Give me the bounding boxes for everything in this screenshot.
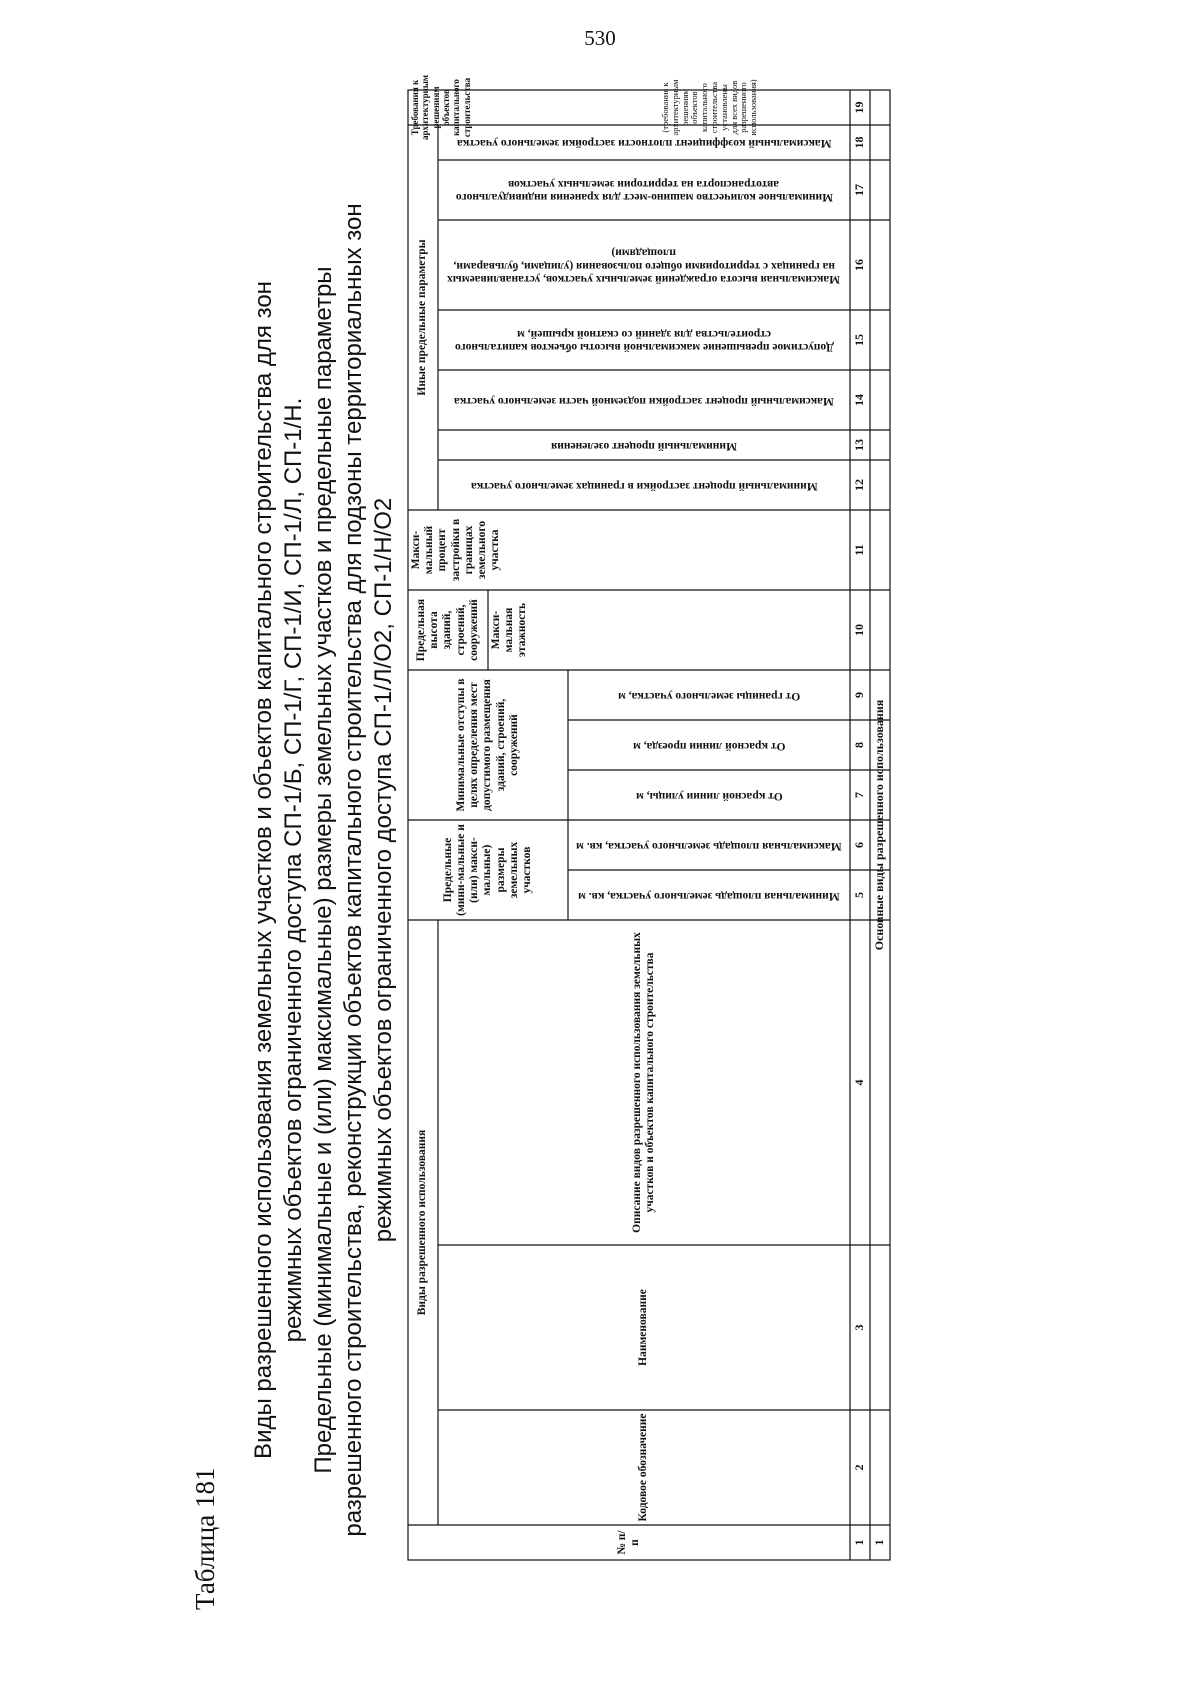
header-col-16: [438, 220, 850, 310]
header-col-5-text: Минимальная площадь земельного участка, кв. м: [578, 889, 840, 902]
header-col-12-text: Минимальный процент застройки в границах земельного участка: [470, 479, 818, 492]
colnum-12: 12: [852, 479, 867, 491]
colnum-15: 15: [852, 334, 867, 346]
section-row-num: 1: [872, 1539, 887, 1546]
colnum-18: 18: [852, 136, 867, 149]
colnum-2: 2: [852, 1464, 867, 1471]
colnum-14: 14: [852, 394, 867, 406]
header-col-10: Макси-мальная этажность: [490, 602, 529, 658]
header-col-14-text: Максимальный процент застройки подземной части земельного участка: [454, 394, 834, 407]
colnum-1: 1: [852, 1539, 867, 1546]
colnum-10: 10: [852, 624, 867, 636]
header-col-18: [438, 125, 850, 160]
header-col-7-text: От красной линии улицы, м: [635, 789, 783, 802]
colnum-6: 6: [852, 842, 867, 848]
header-col-9: [568, 670, 850, 720]
title-line-5: режимных объектов ограниченного доступа СП-1/Л/О2, СП-1/Н/О2: [370, 497, 397, 1243]
title-line-3: Предельные (минимальные и (или) максимальные) размеры земельных участков и предельные параметры: [310, 266, 337, 1474]
header-col-17-text: Минимальное количество машино-мест для хранения индивидуального автотранспорта на территории земельных участков: [455, 178, 833, 204]
header-col-8-text: От красной линии проезда, м: [632, 739, 786, 752]
header-col-13: [438, 430, 850, 460]
header-other-group: Иные предельные параметры: [416, 239, 429, 396]
header-col-19: Требования к архитектурным решениям объектов капитального строительства: [410, 75, 472, 140]
header-col-9-text: От границы земельного участка, м: [617, 689, 801, 702]
col-19-note: (требования к архитектурным решениям объектов капитального строительства установлены для всех видов разрешенного использования): [660, 79, 759, 136]
header-col-13-text: Минимальный процент озеленения: [551, 439, 737, 452]
header-col-12: [438, 460, 850, 510]
header-col-3: Наименование: [637, 1289, 650, 1366]
header-col-16-text: Максимальная высота ограждений земельных участков, устанавливаемых на границах с территориями общего пользования (улицами, бульварами, площадями): [447, 246, 841, 285]
header-vri-group: Виды разрешенного использования: [416, 1129, 429, 1316]
colnum-7: 7: [852, 792, 867, 798]
colnum-9: 9: [852, 692, 867, 698]
header-size-group: Предельные (мини-мальные и (или) макси-мальные) размеры земельных участков: [441, 824, 534, 916]
header-col-15-text: Допустимое превышение максимальной высоты объектов капитального строительства для зданий со скатной крышей, м: [454, 328, 834, 354]
colnum-11: 11: [852, 544, 867, 556]
colnum-8: 8: [852, 742, 867, 748]
header-col-6: [568, 820, 850, 870]
title-line-2: режимных объектов ограниченного доступа СП-1/Б, СП-1/Г, СП-1/И, СП-1/Л, СП-1/Н.: [280, 397, 307, 1343]
colnum-13: 13: [852, 439, 867, 451]
header-col-18-text: Максимальный коэффициент плотности застройки земельного участка: [456, 137, 832, 150]
colnum-19: 19: [852, 101, 867, 114]
header-height-group: Предельная высота зданий, строений, сооружений: [414, 598, 480, 662]
title-line-4: разрешенного строительства, реконструкции объектов капитального строительства для подзоны территориальных зон: [340, 203, 367, 1537]
colnum-4: 4: [852, 1079, 867, 1086]
table-label: Таблица 181: [190, 1467, 220, 1610]
rotated-content: [150, 75, 1050, 1610]
header-setback-group: Минимальные отступы в целях определения мест допустимого размещения зданий, строений, сооружений: [454, 678, 520, 812]
header-col-17: [438, 160, 850, 220]
header-col-8: [568, 720, 850, 770]
header-col-5: [568, 870, 850, 920]
header-col-6-text: Максимальная площадь земельного участка, кв. м: [576, 839, 842, 852]
header-col-15: [438, 310, 850, 370]
page-number: 530: [584, 26, 616, 50]
colnum-17: 17: [852, 184, 867, 196]
title-line-1: Виды разрешенного использования земельных участков и объектов капитального строительства для зон: [250, 281, 277, 1459]
header-col-4: Описание видов разрешенного использования земельных участков и объектов капитального строительства: [630, 932, 656, 1233]
header-col-2-text: Кодовое обозначение: [637, 1413, 650, 1522]
header-col-1: № п/п: [615, 1530, 641, 1555]
header-col-14: [438, 370, 850, 430]
colnum-16: 16: [852, 259, 867, 271]
section-row-title: Основные виды разрешенного использования: [872, 699, 887, 951]
header-col-2: [438, 1410, 850, 1525]
colnum-5: 5: [852, 892, 867, 898]
colnum-3: 3: [852, 1324, 867, 1331]
header-col-7: [568, 770, 850, 820]
header-col-11: Макси-мальный процент застройки в границах земельного участка: [410, 518, 502, 582]
